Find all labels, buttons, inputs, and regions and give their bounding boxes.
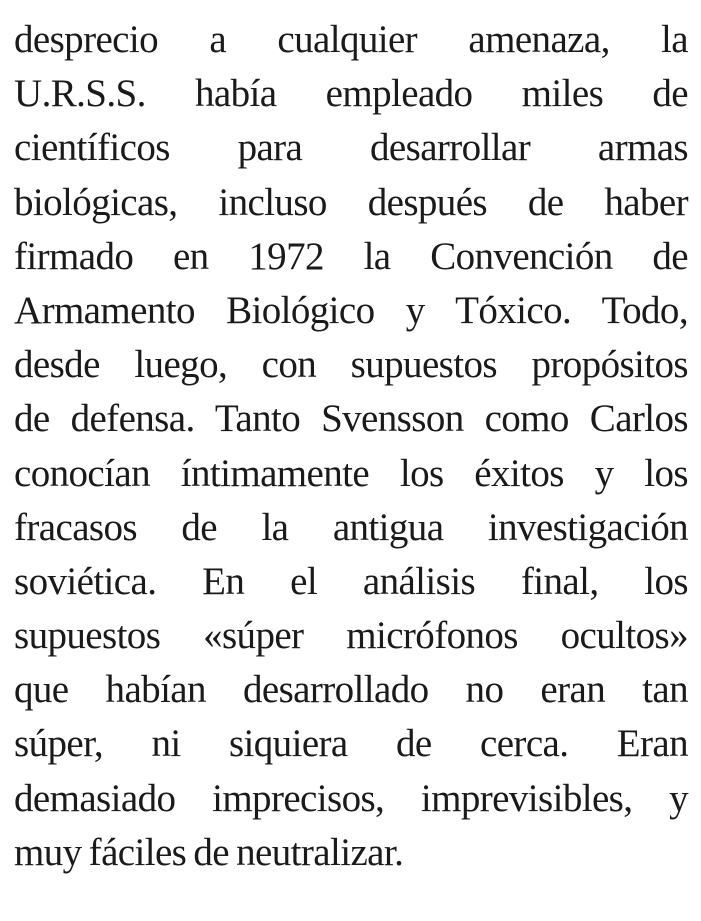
text-line: desprecio a cualquier amenaza, la <box>14 18 688 61</box>
text-line: que habían desarrollado no eran tan <box>14 668 688 712</box>
text-line: demasiado imprecisos, imprevisibles, y <box>14 776 688 820</box>
text-line: súper, ni siquiera de cerca. Eran <box>14 722 688 766</box>
text-line: Armamento Biológico y Tóxico. Todo, <box>14 288 688 332</box>
document-page <box>14 13 688 880</box>
text-line: conocían íntimamente los éxitos y los <box>14 451 688 495</box>
text-line: soviética. En el análisis final, los <box>14 559 688 603</box>
text-line: desde luego, con supuestos propósitos <box>14 343 688 387</box>
text-line: biológicas, incluso después de haber <box>14 180 688 224</box>
text-line: firmado en 1972 la Convención de <box>14 234 688 278</box>
text-line: U.R.S.S. había empleado miles de <box>14 72 688 116</box>
text-line: de defensa. Tanto Svensson como Carlos <box>14 397 688 441</box>
text-line: científicos para desarrollar armas <box>14 126 688 170</box>
text-line: fracasos de la antigua investigación <box>14 505 688 549</box>
text-line: supuestos «súper micrófonos ocultos» <box>14 614 688 658</box>
text-line: muy fáciles de neutralizar. <box>14 830 404 874</box>
